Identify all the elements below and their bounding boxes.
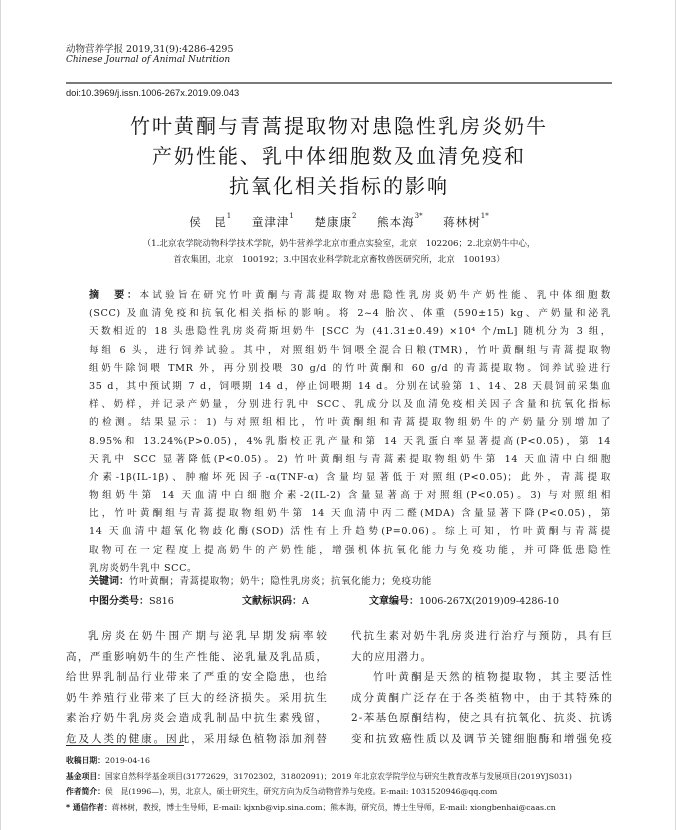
abstract-line: 物组奶牛第 14 天血清中白细胞介素-2(IL-2) 含量显著高于对照组(P<0.05)。3) 与对照组相: [89, 490, 611, 502]
abstract-line: 的检测。结果显示：1) 与对照组相比，竹叶黄酮组和青蒿提取物组奶牛的产奶量分别增加了: [89, 417, 611, 429]
abstract-line: 取物可在一定程度上提高奶牛的产奶性能，增强机体抗氧化能力与免疫功能，并可降低患隐性: [89, 544, 611, 556]
clc-number: 中图分类号：S816: [89, 596, 174, 607]
abstract-line: 天数相近的 18 头患隐性乳房炎荷斯坦奶牛 [SCC 为 (41.31±0.49) ×10⁴ 个/mL] 随机分为 3 组，: [89, 326, 611, 338]
body-line: 给世界乳制品行业带来了严重的安全隐患，也给: [66, 671, 328, 684]
body-line: 乳房炎在奶牛围产期与泌乳早期发病率较: [88, 630, 328, 642]
abstract-line: 8.95%和 13.24%(P>0.05)，4%乳脂校正乳产量和第 14 天乳蛋白率显著提高(P<0.05)，第 14: [89, 435, 611, 447]
abstract-line: 组奶牛除饲喂 TMR 外，再分别投喂 30 g/d 的竹叶黄酮和 60 g/d 的青蒿提取物。饲养试验进行: [89, 362, 611, 374]
abstract-line: 35 d，其中预试期 7 d，饲喂期 14 d，停止饲喂期 14 d。分别在试验第 1、14、28 天晨饲前采集血: [89, 380, 611, 392]
abstract-line: 比，竹叶黄酮组与青蒿提取物组奶牛第 14 天血清中丙二醛(MDA) 含量显著下降(P<0.05)，第: [89, 508, 611, 520]
footnote-corresponding-author: * 通信作者：蒋林树，教授，博士生导师，E-mail: kjxnb@vip.sina.com；熊本海，研究员，博士生导师，E-mail: xiongbenhai@caas.cn: [66, 802, 556, 812]
abstract-line: 摘 要：本试验旨在研究竹叶黄酮与青蒿提取物对患隐性乳房炎奶牛产奶性能、乳中体细胞数: [89, 290, 611, 301]
journal-name-en: Chinese Journal of Animal Nutrition: [66, 55, 231, 65]
abstract-line: (SCC) 及血清免疫和抗氧化相关指标的影响。将 2~4 胎次、体重 (590±15) kg、产奶量和泌乳: [89, 308, 611, 320]
affiliation-line: 首农集团，北京 100192；3.中国农业科学院北京畜牧兽医研究所，北京 100193）: [173, 255, 505, 265]
body-line: 代抗生素对奶牛乳房炎进行治疗与预防，具有巨: [351, 630, 613, 642]
author: 童津津$^1$: [251, 212, 294, 229]
body-line: 高，严重影响奶牛的生产性能、泌乳量及乳品质，: [66, 650, 328, 663]
body-line: 奶牛养殖行业带来了巨大的经济损失。采用抗生: [66, 691, 328, 704]
abstract-line: 介素-1β(IL-1β)、肿瘤坏死因子-α(TNF-α) 含量均显著低于对照组(P<0.05)；此外，青蒿提取: [89, 471, 611, 483]
footnote-author-bio: 作者简介：侯 昆(1996—)，男，北京人，硕士研究生，研究方向为反刍动物营养与免疫。E-mail: 1031520946@qq.com: [66, 787, 498, 796]
footnotes: [66, 753, 676, 815]
author-list: [61, 214, 617, 230]
abstract-line: 样、奶样，并记录产奶量，分别进行乳中 SCC、乳成分以及血清免疫相关因子含量和抗氧化指标: [89, 399, 611, 411]
abstract-line: 每组 6 头，进行饲养试验。其中，对照组奶牛饲喂全混合日粮(TMR)，竹叶黄酮组与青蒿提取物: [89, 344, 611, 356]
abstract-line: 天乳中 SCC 显著降低(P<0.05)。2) 竹叶黄酮组与青蒿素提取物组奶牛第 14 天血清中白细胞: [89, 453, 611, 465]
abstract-label: 摘 要：: [89, 290, 140, 301]
body-line: 2-苯基色原酮结构，使之具有抗氧化、抗炎、抗诱: [351, 712, 613, 725]
body-line: 素治疗奶牛乳房炎会造成乳制品中抗生素残留，: [66, 712, 328, 725]
author: 蒋林树$^{1*}$: [443, 212, 489, 229]
body-column-right: [351, 626, 613, 750]
keywords-value: 竹叶黄酮；青蒿提取物；奶牛；隐性乳房炎；抗氧化能力；免疫功能: [129, 576, 432, 587]
affiliations: [61, 236, 617, 268]
abstract-line: 乳房炎奶牛乳中 SCC。: [89, 562, 198, 574]
abstract: [89, 287, 611, 578]
footnote-rule: [66, 745, 184, 746]
keywords: [89, 572, 432, 587]
body-line: 大的应用潜力。: [351, 650, 433, 663]
title-line: 抗氧化相关指标的影响: [229, 174, 449, 198]
keywords-label: 关键词：: [89, 576, 129, 587]
footnote-funding: 基金项目：国家自然科学基金项目(31772629，31702302，31802091)；2019 年北京农学院学位与研究生教育改革与发展项目(2019YJS031): [66, 771, 572, 781]
body-line: 变和抗致癌性质以及调节关键细胞酶和增强免疫: [351, 732, 613, 745]
body-line: 危及人类的健康。因此，采用绿色植物添加剂替: [66, 732, 328, 745]
body-column-left: [66, 626, 328, 750]
journal-citation-cn: 动物营养学报 2019,31(9):4286-4295: [66, 44, 234, 55]
title-line: 竹叶黄酮与青蒿提取物对患隐性乳房炎奶牛: [130, 114, 548, 138]
author: 侯 昆$^1$: [189, 212, 232, 229]
author: 熊本海$^{3*}$: [377, 212, 423, 229]
paper-title: [61, 111, 617, 201]
article-number: 文章编号：1006-267X(2019)09-4286-10: [369, 596, 560, 607]
author: 楚康康$^2$: [314, 212, 357, 229]
body-line: 成分黄酮广泛存在于各类植物中，由于其特殊的: [351, 691, 613, 704]
abstract-line: 14 天血清中超氧化物歧化酶(SOD) 活性有上升趋势(P=0.06)。综上可知，竹叶黄酮与青蒿提: [89, 526, 611, 538]
header-rule: [66, 82, 612, 84]
footnote-received: 收稿日期：2019-04-16: [66, 756, 150, 765]
affiliation-line: （1.北京农学院动物科学技术学院，奶牛营养学北京市重点实验室，北京 102206；2.北京奶牛中心，: [142, 239, 536, 249]
title-line: 产奶性能、乳中体细胞数及血清免疫和: [152, 144, 526, 168]
body-line: 竹叶黄酮是天然的植物提取物，其主要活性: [373, 671, 613, 684]
doi[interactable]: doi:10.3969/j.issn.1006-267x.2019.09.043: [66, 88, 240, 98]
document-code: 文献标识码：A: [242, 596, 309, 607]
